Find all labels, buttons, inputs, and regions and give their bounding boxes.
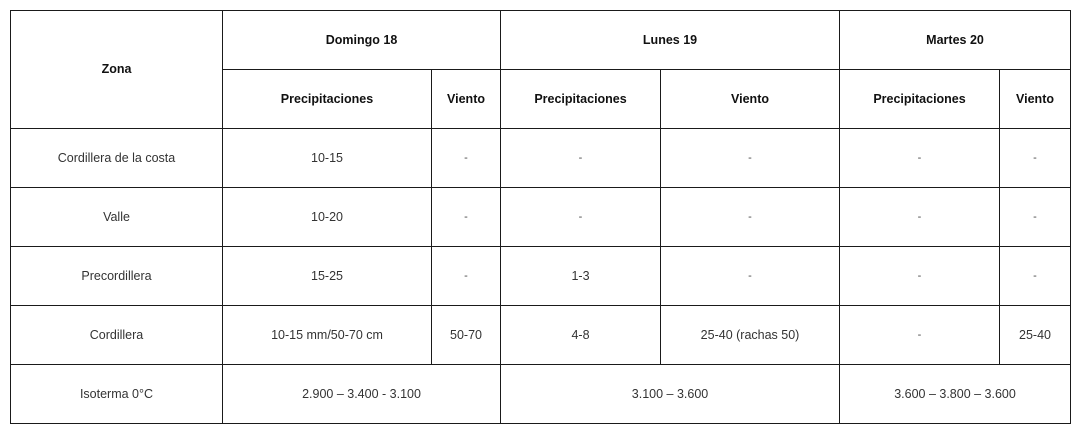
wind-header: Viento — [432, 70, 501, 129]
wind-cell: 25-40 — [1000, 306, 1071, 365]
precip-cell: 10-20 — [223, 188, 432, 247]
isoterma-value-lunes: 3.100 – 3.600 — [501, 365, 840, 424]
isoterma-row — [11, 365, 1071, 424]
precip-cell: 10-15 — [223, 129, 432, 188]
day-header-domingo: Domingo 18 — [223, 11, 501, 70]
table-row — [11, 129, 1071, 188]
table-row — [11, 247, 1071, 306]
precip-header: Precipitaciones — [501, 70, 661, 129]
precip-header: Precipitaciones — [223, 70, 432, 129]
precip-cell: - — [840, 247, 1000, 306]
wind-cell: 50-70 — [432, 306, 501, 365]
wind-cell: - — [661, 188, 840, 247]
wind-cell: - — [661, 247, 840, 306]
wind-header: Viento — [1000, 70, 1071, 129]
wind-cell: 25-40 (rachas 50) — [661, 306, 840, 365]
precip-header: Precipitaciones — [840, 70, 1000, 129]
precip-cell: - — [840, 129, 1000, 188]
wind-header: Viento — [661, 70, 840, 129]
precip-cell: - — [501, 188, 661, 247]
zone-cell: Cordillera de la costa — [11, 129, 223, 188]
isoterma-value-domingo: 2.900 – 3.400 - 3.100 — [223, 365, 501, 424]
forecast-table — [10, 10, 1071, 424]
table-row — [11, 188, 1071, 247]
wind-cell: - — [432, 129, 501, 188]
precip-cell: - — [840, 188, 1000, 247]
wind-cell: - — [432, 188, 501, 247]
isoterma-label: Isoterma 0°C — [11, 365, 223, 424]
precip-cell: 10-15 mm/50-70 cm — [223, 306, 432, 365]
precip-cell: 15-25 — [223, 247, 432, 306]
zone-cell: Valle — [11, 188, 223, 247]
precip-cell: 1-3 — [501, 247, 661, 306]
precip-cell: - — [840, 306, 1000, 365]
wind-cell: - — [1000, 129, 1071, 188]
day-header-lunes: Lunes 19 — [501, 11, 840, 70]
precip-cell: 4-8 — [501, 306, 661, 365]
header-row-days — [11, 11, 1071, 70]
table-row — [11, 306, 1071, 365]
wind-cell: - — [1000, 247, 1071, 306]
isoterma-value-martes: 3.600 – 3.800 – 3.600 — [840, 365, 1071, 424]
day-header-martes: Martes 20 — [840, 11, 1071, 70]
precip-cell: - — [501, 129, 661, 188]
wind-cell: - — [432, 247, 501, 306]
wind-cell: - — [1000, 188, 1071, 247]
zone-cell: Precordillera — [11, 247, 223, 306]
zona-header: Zona — [11, 11, 223, 129]
wind-cell: - — [661, 129, 840, 188]
zone-cell: Cordillera — [11, 306, 223, 365]
